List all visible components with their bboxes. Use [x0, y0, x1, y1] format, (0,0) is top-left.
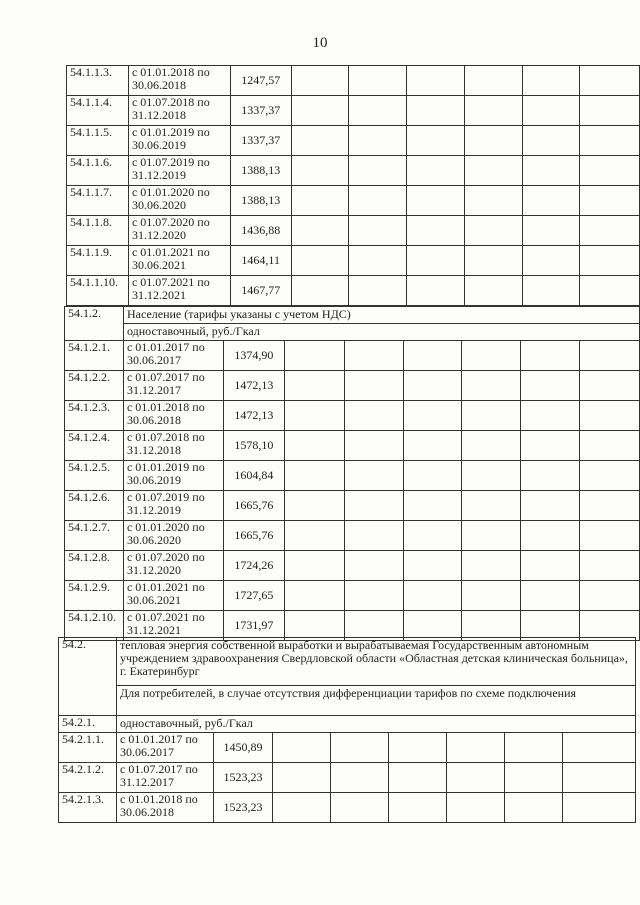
empty-cell: [521, 371, 580, 401]
empty-cell: [344, 491, 403, 521]
row-number: 54.2.1.1.: [59, 733, 117, 763]
tariff-row: [65, 341, 640, 371]
tariff-value: 1388,13: [230, 156, 291, 186]
empty-cell: [462, 371, 521, 401]
empty-cell: [521, 431, 580, 461]
empty-cell: [580, 156, 640, 186]
tariff-row: [65, 461, 640, 491]
row-number: 54.1.1.4.: [67, 96, 129, 126]
tariff-row: [65, 521, 640, 551]
period-cell: с 01.07.2021 по 31.12.2021: [128, 276, 230, 306]
empty-cell: [580, 216, 640, 246]
section-note-row: [59, 686, 636, 716]
empty-cell: [284, 491, 344, 521]
empty-cell: [403, 611, 462, 641]
empty-cell: [344, 371, 403, 401]
empty-cell: [284, 461, 344, 491]
empty-cell: [407, 96, 465, 126]
period-cell: с 01.01.2019 по 30.06.2019: [123, 461, 223, 491]
empty-cell: [521, 611, 580, 641]
empty-cell: [462, 401, 521, 431]
empty-cell: [331, 793, 389, 823]
empty-cell: [349, 216, 407, 246]
row-number: 54.1.2.5.: [65, 461, 124, 491]
empty-cell: [580, 126, 640, 156]
empty-cell: [349, 276, 407, 306]
tariff-value: 1665,76: [223, 491, 284, 521]
empty-cell: [291, 276, 349, 306]
row-number: 54.1.1.5.: [67, 126, 129, 156]
empty-cell: [291, 246, 349, 276]
empty-cell: [349, 126, 407, 156]
empty-cell: [462, 581, 521, 611]
empty-cell: [389, 763, 447, 793]
empty-cell: [291, 186, 349, 216]
section-header-row: [65, 307, 640, 324]
tariff-value: 1604,84: [223, 461, 284, 491]
empty-cell: [522, 156, 580, 186]
empty-cell: [403, 401, 462, 431]
empty-cell: [563, 763, 636, 793]
empty-cell: [331, 733, 389, 763]
empty-cell: [291, 66, 349, 96]
empty-cell: [522, 96, 580, 126]
empty-cell: [505, 763, 563, 793]
row-number: 54.1.2.: [65, 307, 124, 341]
period-cell: с 01.01.2018 по 30.06.2018: [123, 401, 223, 431]
empty-cell: [284, 581, 344, 611]
tariff-value: 1247,57: [230, 66, 291, 96]
page-number: 10: [312, 35, 328, 51]
empty-cell: [284, 611, 344, 641]
empty-cell: [447, 763, 505, 793]
tariff-table-section-1: [66, 65, 640, 306]
empty-cell: [462, 491, 521, 521]
empty-cell: [447, 793, 505, 823]
empty-cell: [521, 551, 580, 581]
section-note: Для потребителей, в случае отсутствия дифференциации тарифов по схеме подключения: [117, 686, 636, 716]
empty-cell: [462, 521, 521, 551]
period-cell: с 01.01.2017 по 30.06.2017: [123, 341, 223, 371]
empty-cell: [403, 341, 462, 371]
empty-cell: [284, 431, 344, 461]
empty-cell: [462, 341, 521, 371]
empty-cell: [580, 581, 640, 611]
period-cell: с 01.01.2018 по 30.06.2018: [128, 66, 230, 96]
tariff-value: 1374,90: [223, 341, 284, 371]
empty-cell: [580, 246, 640, 276]
period-cell: с 01.07.2020 по 31.12.2020: [123, 551, 223, 581]
empty-cell: [403, 491, 462, 521]
empty-cell: [580, 341, 640, 371]
empty-cell: [580, 96, 640, 126]
tariff-value: 1472,13: [223, 401, 284, 431]
empty-cell: [284, 341, 344, 371]
empty-cell: [464, 246, 522, 276]
empty-cell: [521, 341, 580, 371]
empty-cell: [403, 581, 462, 611]
tariff-value: 1388,13: [230, 186, 291, 216]
tariff-row: [67, 66, 640, 96]
empty-cell: [580, 491, 640, 521]
empty-cell: [344, 341, 403, 371]
empty-cell: [462, 611, 521, 641]
empty-cell: [344, 401, 403, 431]
tariff-row: [65, 401, 640, 431]
period-cell: с 01.07.2021 по 31.12.2021: [123, 611, 223, 641]
tariff-value: 1727,65: [223, 581, 284, 611]
tariff-table-hospital: [58, 637, 636, 823]
empty-cell: [521, 491, 580, 521]
row-number: 54.1.2.3.: [65, 401, 124, 431]
empty-cell: [464, 276, 522, 306]
empty-cell: [580, 461, 640, 491]
row-number: 54.1.2.1.: [65, 341, 124, 371]
empty-cell: [344, 461, 403, 491]
empty-cell: [291, 96, 349, 126]
subsection-title: одноставочный, руб./Гкал: [117, 716, 636, 733]
row-number: 54.1.2.6.: [65, 491, 124, 521]
period-cell: с 01.01.2017 по 30.06.2017: [117, 733, 214, 763]
row-number: 54.1.1.6.: [67, 156, 129, 186]
empty-cell: [407, 246, 465, 276]
row-number: 54.1.2.4.: [65, 431, 124, 461]
empty-cell: [344, 611, 403, 641]
empty-cell: [522, 216, 580, 246]
empty-cell: [580, 371, 640, 401]
tariff-value: 1436,88: [230, 216, 291, 246]
empty-cell: [522, 246, 580, 276]
tariff-value: 1578,10: [223, 431, 284, 461]
empty-cell: [349, 96, 407, 126]
empty-cell: [291, 126, 349, 156]
empty-cell: [349, 156, 407, 186]
empty-cell: [273, 763, 331, 793]
empty-cell: [407, 66, 465, 96]
period-cell: с 01.01.2020 по 30.06.2020: [128, 186, 230, 216]
subsection-row: [59, 716, 636, 733]
empty-cell: [521, 401, 580, 431]
tariff-value: 1467,77: [230, 276, 291, 306]
empty-cell: [344, 551, 403, 581]
section-subtitle: одноставочный, руб./Гкал: [123, 324, 639, 341]
section-title: Население (тарифы указаны с учетом НДС): [123, 307, 639, 324]
row-number: 54.1.1.7.: [67, 186, 129, 216]
empty-cell: [580, 186, 640, 216]
tariff-row: [67, 156, 640, 186]
empty-cell: [464, 96, 522, 126]
period-cell: с 01.01.2019 по 30.06.2019: [128, 126, 230, 156]
empty-cell: [462, 551, 521, 581]
empty-cell: [344, 581, 403, 611]
tariff-row: [65, 551, 640, 581]
empty-cell: [273, 793, 331, 823]
empty-cell: [447, 733, 505, 763]
tariff-table-population: [64, 306, 640, 641]
period-cell: с 01.01.2021 по 30.06.2021: [123, 581, 223, 611]
row-number: 54.2.1.2.: [59, 763, 117, 793]
empty-cell: [580, 401, 640, 431]
empty-cell: [403, 551, 462, 581]
tariff-value: 1464,11: [230, 246, 291, 276]
row-number: 54.1.1.9.: [67, 246, 129, 276]
row-number: 54.1.1.3.: [67, 66, 129, 96]
empty-cell: [580, 611, 640, 641]
tariff-row: [67, 276, 640, 306]
row-number: 54.1.2.10.: [65, 611, 124, 641]
empty-cell: [563, 733, 636, 763]
empty-cell: [580, 66, 640, 96]
tariff-row: [67, 126, 640, 156]
tariff-value: 1523,23: [214, 793, 273, 823]
empty-cell: [349, 186, 407, 216]
tariff-row: [65, 371, 640, 401]
empty-cell: [521, 461, 580, 491]
tariff-value: 1665,76: [223, 521, 284, 551]
period-cell: с 01.07.2019 по 31.12.2019: [123, 491, 223, 521]
empty-cell: [284, 371, 344, 401]
empty-cell: [407, 156, 465, 186]
empty-cell: [464, 126, 522, 156]
tariff-value: 1337,37: [230, 126, 291, 156]
empty-cell: [403, 371, 462, 401]
tariff-value: 1450,89: [214, 733, 273, 763]
empty-cell: [349, 246, 407, 276]
section-subtitle-row: [65, 324, 640, 341]
row-number: 54.1.1.10.: [67, 276, 129, 306]
period-cell: с 01.07.2017 по 31.12.2017: [123, 371, 223, 401]
empty-cell: [522, 186, 580, 216]
tariff-row: [67, 96, 640, 126]
empty-cell: [331, 763, 389, 793]
empty-cell: [284, 521, 344, 551]
empty-cell: [521, 521, 580, 551]
tariff-row: [59, 733, 636, 763]
tariff-row: [67, 186, 640, 216]
tariff-row: [59, 793, 636, 823]
empty-cell: [389, 733, 447, 763]
period-cell: с 01.07.2020 по 31.12.2020: [128, 216, 230, 246]
tariff-value: 1523,23: [214, 763, 273, 793]
empty-cell: [580, 551, 640, 581]
tariff-row: [67, 216, 640, 246]
row-number: 54.1.1.8.: [67, 216, 129, 246]
period-cell: с 01.07.2018 по 31.12.2018: [128, 96, 230, 126]
period-cell: с 01.07.2018 по 31.12.2018: [123, 431, 223, 461]
empty-cell: [522, 66, 580, 96]
empty-cell: [521, 581, 580, 611]
tariff-row: [65, 611, 640, 641]
empty-cell: [464, 216, 522, 246]
empty-cell: [273, 733, 331, 763]
empty-cell: [291, 156, 349, 186]
period-cell: с 01.01.2018 по 30.06.2018: [117, 793, 214, 823]
empty-cell: [407, 276, 465, 306]
section-header-row: [59, 638, 636, 686]
period-cell: с 01.07.2019 по 31.12.2019: [128, 156, 230, 186]
tariff-row: [59, 763, 636, 793]
row-number: 54.1.2.9.: [65, 581, 124, 611]
empty-cell: [349, 66, 407, 96]
period-cell: с 01.01.2021 по 30.06.2021: [128, 246, 230, 276]
empty-cell: [284, 551, 344, 581]
row-number: 54.1.2.7.: [65, 521, 124, 551]
section-title: тепловая энергия собственной выработки и вырабатываемая Государственным автономным учреждением здравоохранения Свердловской области «Областная детская клиническая больница», г. Екатеринбург: [117, 638, 636, 686]
empty-cell: [389, 793, 447, 823]
empty-cell: [464, 66, 522, 96]
empty-cell: [580, 276, 640, 306]
tariff-row: [65, 581, 640, 611]
row-number: 54.1.2.8.: [65, 551, 124, 581]
empty-cell: [284, 401, 344, 431]
row-number: 54.2.1.: [59, 716, 117, 733]
empty-cell: [462, 431, 521, 461]
tariff-row: [67, 246, 640, 276]
period-cell: с 01.01.2020 по 30.06.2020: [123, 521, 223, 551]
tariff-value: 1472,13: [223, 371, 284, 401]
row-number: 54.2.: [59, 638, 117, 716]
empty-cell: [580, 521, 640, 551]
empty-cell: [462, 461, 521, 491]
row-number: 54.2.1.3.: [59, 793, 117, 823]
empty-cell: [505, 733, 563, 763]
empty-cell: [407, 126, 465, 156]
empty-cell: [464, 186, 522, 216]
tariff-row: [65, 431, 640, 461]
empty-cell: [522, 276, 580, 306]
empty-cell: [344, 521, 403, 551]
tariff-value: 1724,26: [223, 551, 284, 581]
empty-cell: [580, 431, 640, 461]
empty-cell: [563, 793, 636, 823]
tariff-value: 1731,97: [223, 611, 284, 641]
empty-cell: [407, 186, 465, 216]
row-number: 54.1.2.2.: [65, 371, 124, 401]
empty-cell: [522, 126, 580, 156]
empty-cell: [403, 461, 462, 491]
empty-cell: [403, 521, 462, 551]
empty-cell: [291, 216, 349, 246]
empty-cell: [407, 216, 465, 246]
empty-cell: [505, 793, 563, 823]
empty-cell: [344, 431, 403, 461]
tariff-row: [65, 491, 640, 521]
tariff-value: 1337,37: [230, 96, 291, 126]
empty-cell: [464, 156, 522, 186]
period-cell: с 01.07.2017 по 31.12.2017: [117, 763, 214, 793]
empty-cell: [403, 431, 462, 461]
